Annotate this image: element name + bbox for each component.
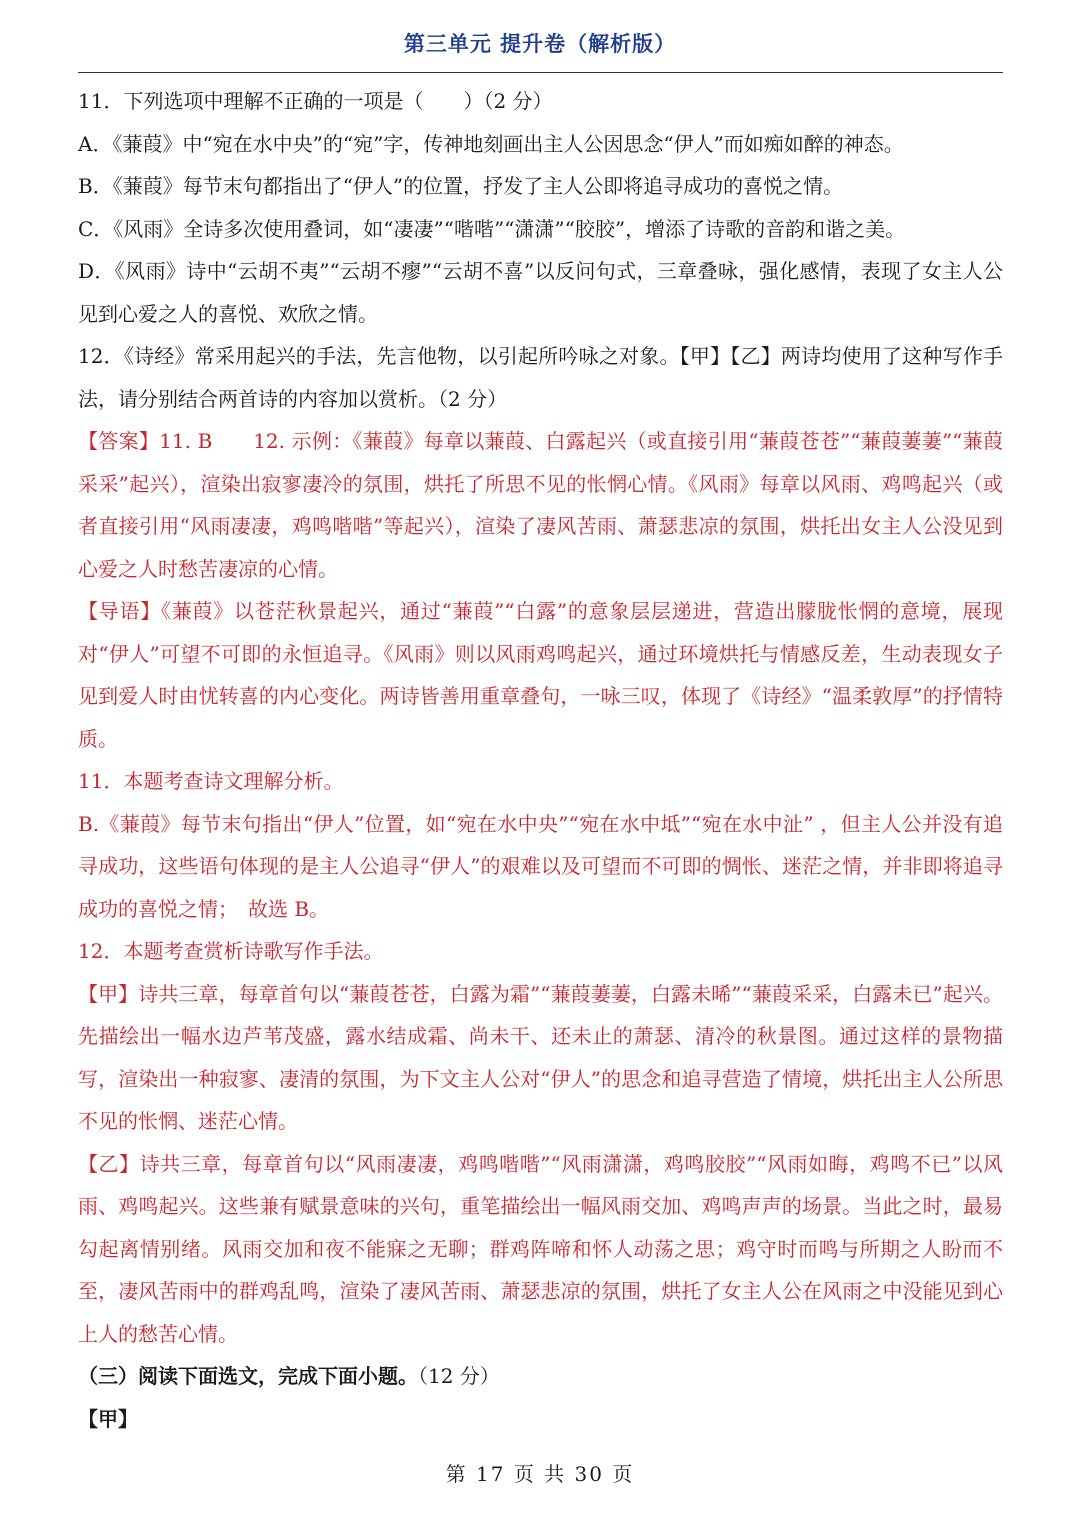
- analysis-11-title: 11．本题考查诗文理解分析。: [78, 769, 344, 793]
- q11-stem: 11．下列选项中理解不正确的一项是（ ）（2 分）: [78, 89, 553, 113]
- analysis-yi-label: 【乙】: [78, 1151, 140, 1176]
- answer-text: 11. B 12. 示例：《蒹葭》每章以蒹葭、白露起兴（或直接引用“蒹葭苍苍”“蒹葭萋萋”“蒹葭采采”起兴），渲染出寂寥凄冷的氛围，烘托了所思不见的怅惘心情。《风雨》每章以风雨、鸡鸣起兴（或者直接引用“风雨凄凄，鸡鸣喈喈”等起兴），渲染了凄风苦雨、萧瑟悲凉的氛围，烘托出女主人公没见到心爱之人时愁苦凄凉的心情。: [78, 429, 1003, 581]
- analysis-yi-block: [78, 1143, 1003, 1356]
- q11-option-b: B．《蒹葭》每节末句都指出了“伊人”的位置，抒发了主人公即将追寻成功的喜悦之情。: [78, 174, 844, 198]
- guide-text: 《蒹葭》以苍茫秋景起兴，通过“蒹葭”“白露”的意象层层递进，营造出朦胧怅惘的意境，展现对“伊人”可望不可即的永恒追寻。《风雨》则以风雨鸡鸣起兴，通过环境烘托与情感反差，生动表现女子见到爱人时由忧转喜的内心变化。两诗皆善用重章叠句，一咏三叹，体现了《诗经》“温柔敦厚”的抒情特质。: [78, 599, 1003, 751]
- analysis-yi-text: 诗共三章，每章首句以“风雨凄凄，鸡鸣喈喈”“风雨潇潇，鸡鸣胶胶”“风雨如晦，鸡鸣不已”以风雨、鸡鸣起兴。这些兼有赋景意味的兴句，重笔描绘出一幅风雨交加、鸡鸣声声的场景。当此之时，最易勾起离情别绪。风雨交加和夜不能寐之无聊；群鸡阵啼和怀人动荡之思；鸡守时而鸣与所期之人盼而不至，凄风苦雨中的群鸡乱鸣，渲染了凄风苦雨、萧瑟悲凉的氛围，烘托了女主人公在风雨之中没能见到心上人的愁苦心情。: [78, 1151, 1003, 1346]
- analysis-11-text: B.《蒹葭》每节末句指出“伊人”位置，如“宛在水中央”“宛在水中坻”“宛在水中沚” ，但主人公并没有追寻成功，这些语句体现的是主人公追寻“伊人”的艰难以及可望而不可即的惆怅、迷茫之情，并非即将追寻成功的喜悦之情； 故选 B。: [78, 811, 1003, 921]
- section3-jia-mark: 【甲】: [78, 1406, 138, 1431]
- analysis-jia-text: 诗共三章，每章首句以“蒹葭苍苍，白露为霜”“蒹葭萋萋，白露未晞”“蒹葭采采，白露未已”起兴。先描绘出一幅水边芦苇茂盛，露水结成霜、尚未干、还未止的萧瑟、清冷的秋景图。通过这样的景物描写，渲染出一种寂寥、凄清的氛围，为下文主人公对“伊人”的思念和追寻营造了情境，烘托出主人公所思不见的怅惘、迷茫心情。: [78, 981, 1004, 1133]
- section3-heading-line: [78, 1355, 1003, 1398]
- answer-block: [78, 420, 1003, 590]
- q11-option-a: A．《蒹葭》中“宛在水中央”的“宛”字，传神地刻画出主人公因思念“伊人”而如痴如醉的神态。: [78, 131, 904, 156]
- header-divider: [78, 72, 1003, 73]
- page-header-title: 第三单元 提升卷（解析版）: [403, 32, 677, 56]
- answer-label: 【答案】: [78, 429, 160, 453]
- analysis-12-title: 12．本题考查赏析诗歌写作手法。: [78, 939, 384, 963]
- page-content: [78, 80, 1003, 1440]
- section3-points: （12 分）: [418, 1364, 500, 1388]
- guide-label: 【导语】: [78, 599, 162, 623]
- page-number: 第 17 页 共 30 页: [445, 1462, 635, 1486]
- q11-option-c: C．《风雨》全诗多次使用叠词，如“凄凄”“喈喈”“潇潇”“胶胶”，增添了诗歌的音韵和谐之美。: [78, 216, 906, 241]
- q11-option-d: D．《风雨》诗中“云胡不夷”“云胡不瘳”“云胡不喜”以反问句式，三章叠咏，强化感情，表现了女主人公见到心爱之人的喜悦、欢欣之情。: [78, 259, 1003, 326]
- section3-heading: （三）阅读下面选文，完成下面小题。: [78, 1364, 418, 1388]
- analysis-jia-block: [78, 973, 1003, 1143]
- guide-block: [78, 590, 1003, 760]
- analysis-jia-label: 【甲】: [78, 981, 139, 1006]
- q12-stem: 12．《诗经》常采用起兴的手法，先言他物，以引起所吟咏之对象。【甲】【乙】两诗均使用了这种写作手法，请分别结合两首诗的内容加以赏析。（2 分）: [78, 344, 1003, 411]
